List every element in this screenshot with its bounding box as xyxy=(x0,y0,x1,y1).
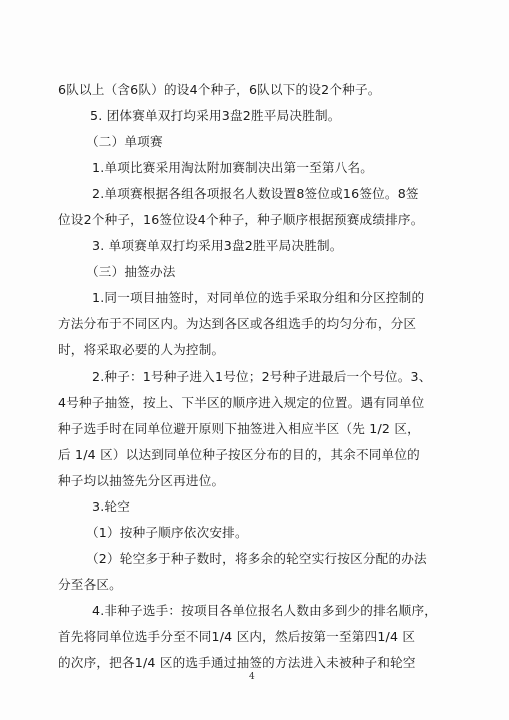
text-line: （2）轮空多于种子数时，将多余的轮空实行按区分配的办法 xyxy=(86,551,427,566)
text-line: 6队以上（含6队）的设4个种子，6队以下的设2个种子。 xyxy=(58,82,381,97)
text-line: 种子选手时在同单位避开原则下抽签进入相应半区（先 1/2 区， xyxy=(58,421,420,436)
page-number: 4 xyxy=(249,672,255,682)
text-line: 首先将同单位选手分至不同1/4 区内，然后按第一至第四1/4 区 xyxy=(58,629,416,644)
text-line: 5. 团体赛单双打均采用3盘2胜平局决胜制。 xyxy=(90,108,341,123)
text-line: 位设2个种子，16签位设4个种子，种子顺序根据预赛成绩排序。 xyxy=(58,212,424,227)
text-line: 2.单项赛根据各组各项报名人数设置8签位或16签位。8签 xyxy=(92,186,419,201)
text-line: 种子均以抽签先分区再进位。 xyxy=(58,473,225,488)
section-heading: （二）单项赛 xyxy=(86,134,163,149)
text-line: 3.轮空 xyxy=(92,499,131,514)
text-line: 方法分布于不同区内。为达到各区或各组选手的均匀分布，分区 xyxy=(58,316,417,331)
text-line: 1.同一项目抽签时，对同单位的选手采取分组和分区控制的 xyxy=(92,290,425,305)
text-line: 4.非种子选手：按项目各单位报名人数由多到少的排名顺序， xyxy=(92,603,438,618)
text-line: 3. 单项赛单双打均采用3盘2胜平局决胜制。 xyxy=(92,238,343,253)
text-line: 时，将采取必要的人为控制。 xyxy=(58,342,225,357)
text-line: （1）按种子顺序依次安排。 xyxy=(86,525,248,540)
text-line: 的次序，把各1/4 区的选手通过抽签的方法进入未被种子和轮空 xyxy=(58,655,416,670)
section-heading: （三）抽签办法 xyxy=(86,264,176,279)
text-line: 2.种子：1号种子进入1号位；2号种子进最后一个号位。3、 xyxy=(92,369,432,384)
text-line: 分至各区。 xyxy=(58,577,122,592)
text-line: 4号种子抽签，按上、下半区的顺序进入规定的位置。遇有同单位 xyxy=(58,395,425,410)
text-line: 后 1/4 区）以达到同单位种子按区分布的目的，其余不同单位的 xyxy=(58,447,420,462)
text-line: 1.单项比赛采用淘汰附加赛制决出第一至第八名。 xyxy=(92,160,374,175)
